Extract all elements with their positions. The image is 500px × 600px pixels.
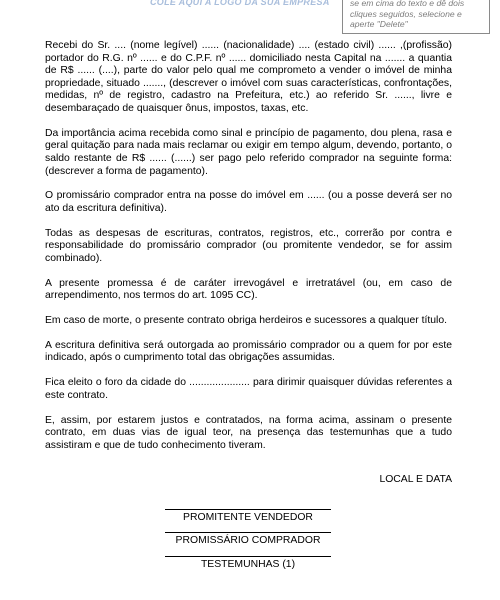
paragraph-death: Em caso de morte, o presente contrato obriga herdeiros e sucessores a qualquer título. (45, 315, 447, 327)
paragraph-payment: Da importância acima recebida como sinal e princípio de pagamento, dou plena, rasa e geral quitação para nada mais reclamar ou exigir em tempo algum, devendo, portanto, o saldo restante de R$ ...... (......) ser pago pelo referido comprador na seguinte forma: (descrever a forma de pagamento). (45, 127, 452, 177)
paragraph-expenses: Todas as despesas de escrituras, contratos, registros, etc., correrão por contra e responsabilidade do promissário comprador (ou promitente vendedor, se for assim combinado). (45, 227, 452, 264)
instruction-hint-box: se em cima do texto e dê dois cliques seguidos, selecione e aperte "Delete" (342, 0, 490, 34)
paragraph-closing: E, assim, por estarem justos e contratados, na forma acima, assinam o presente contrato, em duas vias de igual teor, na presença das testemunhas que a tudo assistiram e que de tudo conhecimento tiveram. (45, 414, 452, 451)
paragraph-receipt: Recebi do Sr. .... (nome legível) ...... (nacionalidade) .... (estado civil) ...... ,(profissão) portador do R.G. nº ...... e do C.P.F. nº ...... domiciliado nesta Capital na ....... a quantia de R$ ...... (....), parte do valor pelo qual me comprometo a vender o imóvel de minha propriedade, situado ......., (descrever o imóvel com suas características, confrontações, medidas, nº de registro, cadastro na Prefeitura, etc.) ao referido Sr. ......, livre e desembaraçado de quaisquer ônus, impostos, taxas, etc. (45, 40, 452, 114)
signature-testemunhas: TESTEMUNHAS (1) (165, 556, 331, 571)
document-body (45, 40, 452, 465)
paragraph-possession: O promissário comprador entra na posse do imóvel em ...... (ou a posse deverá ser no ato da escritura definitiva). (45, 190, 452, 214)
logo-placeholder: COLE AQUI A LOGO DA SUA EMPRESA (150, 0, 330, 7)
local-and-date: LOCAL E DATA (379, 474, 452, 485)
paragraph-jurisdiction: Fica eleito o foro da cidade do ..................... para dirimir quaisquer dúvidas referentes a este contrato. (45, 377, 452, 401)
signature-promissario-comprador: PROMISSÁRIO COMPRADOR (165, 532, 331, 547)
paragraph-deed: A escritura definitiva será outorgada ao promissário comprador ou a quem for por este indicado, após o cumprimento total das obrigações assumidas. (45, 339, 452, 364)
paragraph-irrevocable: A presente promessa é de caráter irrevogável e irretratável (ou, em caso de arrependimento, nos termos do art. 1095 CC). (45, 277, 452, 302)
signature-promitente-vendedor: PROMITENTE VENDEDOR (165, 509, 331, 524)
